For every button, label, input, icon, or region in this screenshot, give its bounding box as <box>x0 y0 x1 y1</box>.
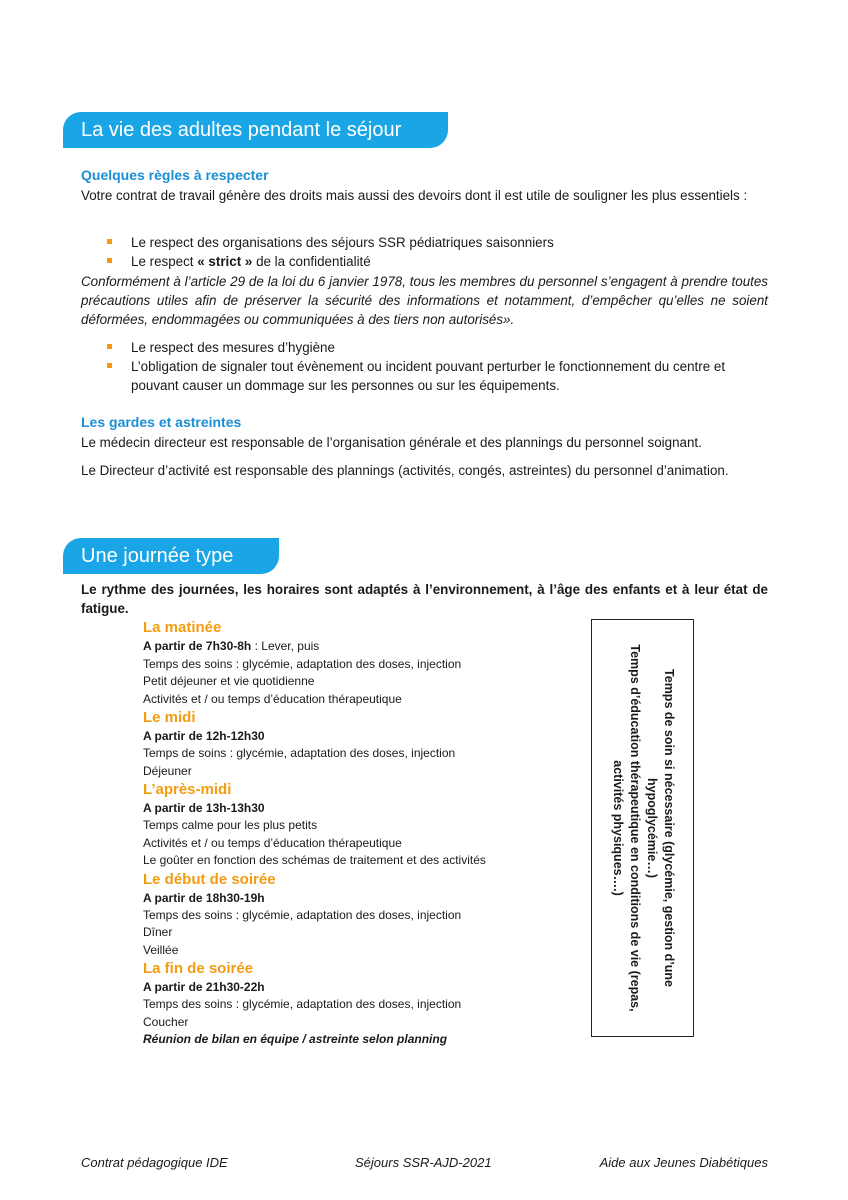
schedule-item: Activités et / ou temps d’éducation thérapeutique <box>143 691 402 706</box>
care-side-box-text <box>609 623 677 1033</box>
rules-list-1 <box>81 233 768 271</box>
footer-right: Aide aux Jeunes Diabétiques <box>599 1155 768 1170</box>
schedule-time: A partir de 7h30-8h <box>143 639 252 653</box>
schedule-item: Le goûter en fonction des schémas de traitement et des activités <box>143 853 486 867</box>
schedule-title-finsoiree: La fin de soirée <box>143 960 254 977</box>
schedule-item: Veillée <box>143 942 179 957</box>
strict-emphasis: « strict » <box>197 254 253 269</box>
schedule-title-debutsoiree: Le début de soirée <box>143 870 276 888</box>
care-side-box <box>591 619 694 1037</box>
section-banner-adultes <box>63 112 448 148</box>
schedule-item: Temps de soins : glycémie, adaptation des doses, injection <box>143 746 456 760</box>
schedule-item: Activités et / ou temps d’éducation thérapeutique <box>143 835 402 850</box>
schedule-item: Petit déjeuner et vie quotidienne <box>143 674 315 688</box>
schedule-item: Déjeuner <box>143 763 192 778</box>
schedule-time: A partir de 21h30-22h <box>143 980 265 994</box>
side-box-line-1: Temps de soin si nécessaire (glycémie, gestion d’une hypoglycémie…) <box>644 669 676 987</box>
gardes-paragraph-1: Le médecin directeur est responsable de l’organisation générale et des plannings du personnel soignant. <box>81 435 702 450</box>
footer-center: Séjours SSR-AJD-2021 <box>355 1155 492 1170</box>
section-title: La vie des adultes pendant le séjour <box>81 119 402 141</box>
list-item: Le respect des mesures d’hygiène <box>81 338 768 357</box>
side-box-line-2: Temps d’éducation thérapeutique en conditions de vie (repas, activités physiques….) <box>610 644 642 1012</box>
section-title: Une journée type <box>81 545 234 567</box>
schedule-time: A partir de 12h-12h30 <box>143 729 265 743</box>
schedule-item: Temps des soins : glycémie, adaptation des doses, injection <box>143 997 462 1011</box>
schedule-item: Temps calme pour les plus petits <box>143 818 318 832</box>
bullet-square-icon <box>107 363 112 368</box>
rules-intro: Votre contrat de travail génère des droits mais aussi des devoirs dont il est utile de souligner les plus essentiels : <box>81 188 748 203</box>
schedule-time: A partir de 18h30-19h <box>143 890 265 905</box>
gardes-heading: Les gardes et astreintes <box>81 414 242 430</box>
schedule-item: Coucher <box>143 1014 189 1029</box>
daily-schedule <box>143 618 583 1049</box>
schedule-note: Réunion de bilan en équipe / astreinte selon planning <box>143 1032 448 1046</box>
journee-intro: Le rythme des journées, les horaires sont adaptés à l’environnement, à l’âge des enfants et à leur état de fatigue. <box>81 582 768 616</box>
gardes-paragraph-2: Le Directeur d’activité est responsable des plannings (activités, congés, astreintes) du personnel d’animation. <box>81 463 729 478</box>
schedule-item: Temps des soins : glycémie, adaptation des doses, injection <box>143 907 462 922</box>
rules-heading: Quelques règles à respecter <box>81 167 269 183</box>
bullet-square-icon <box>107 239 112 244</box>
schedule-title-matinee: La matinée <box>143 619 222 636</box>
footer-left: Contrat pédagogique IDE <box>81 1155 228 1170</box>
list-item: L’obligation de signaler tout évènement ou incident pouvant perturber le fonctionnement du centre et pouvant causer un dommage sur les personnes ou sur les équipements. <box>81 357 768 395</box>
list-item: Le respect « strict » de la confidentialité <box>81 252 768 271</box>
bullet-square-icon <box>107 258 112 263</box>
schedule-time: A partir de 13h-13h30 <box>143 801 265 815</box>
schedule-item: Temps des soins : glycémie, adaptation des doses, injection <box>143 656 462 671</box>
schedule-title-midi: Le midi <box>143 709 196 726</box>
bullet-square-icon <box>107 344 112 349</box>
rules-list-2 <box>81 338 768 395</box>
confidentiality-quote: Conformément à l’article 29 de la loi du 6 janvier 1978, tous les membres du personnel s’engagent à prendre toutes précautions utiles afin de préserver la sécurité des informations et notamment, d’empêcher qu’elles ne soient déformées, endommagées ou communiquées à des tiers non autorisés». <box>81 274 768 327</box>
schedule-title-apresmidi: L’après-midi <box>143 781 232 798</box>
list-item: Le respect des organisations des séjours SSR pédiatriques saisonniers <box>81 233 768 252</box>
schedule-item: Dîner <box>143 925 173 939</box>
schedule-time-row: A partir de 7h30-8h : Lever, puis <box>143 639 320 653</box>
section-banner-journee <box>63 538 279 574</box>
